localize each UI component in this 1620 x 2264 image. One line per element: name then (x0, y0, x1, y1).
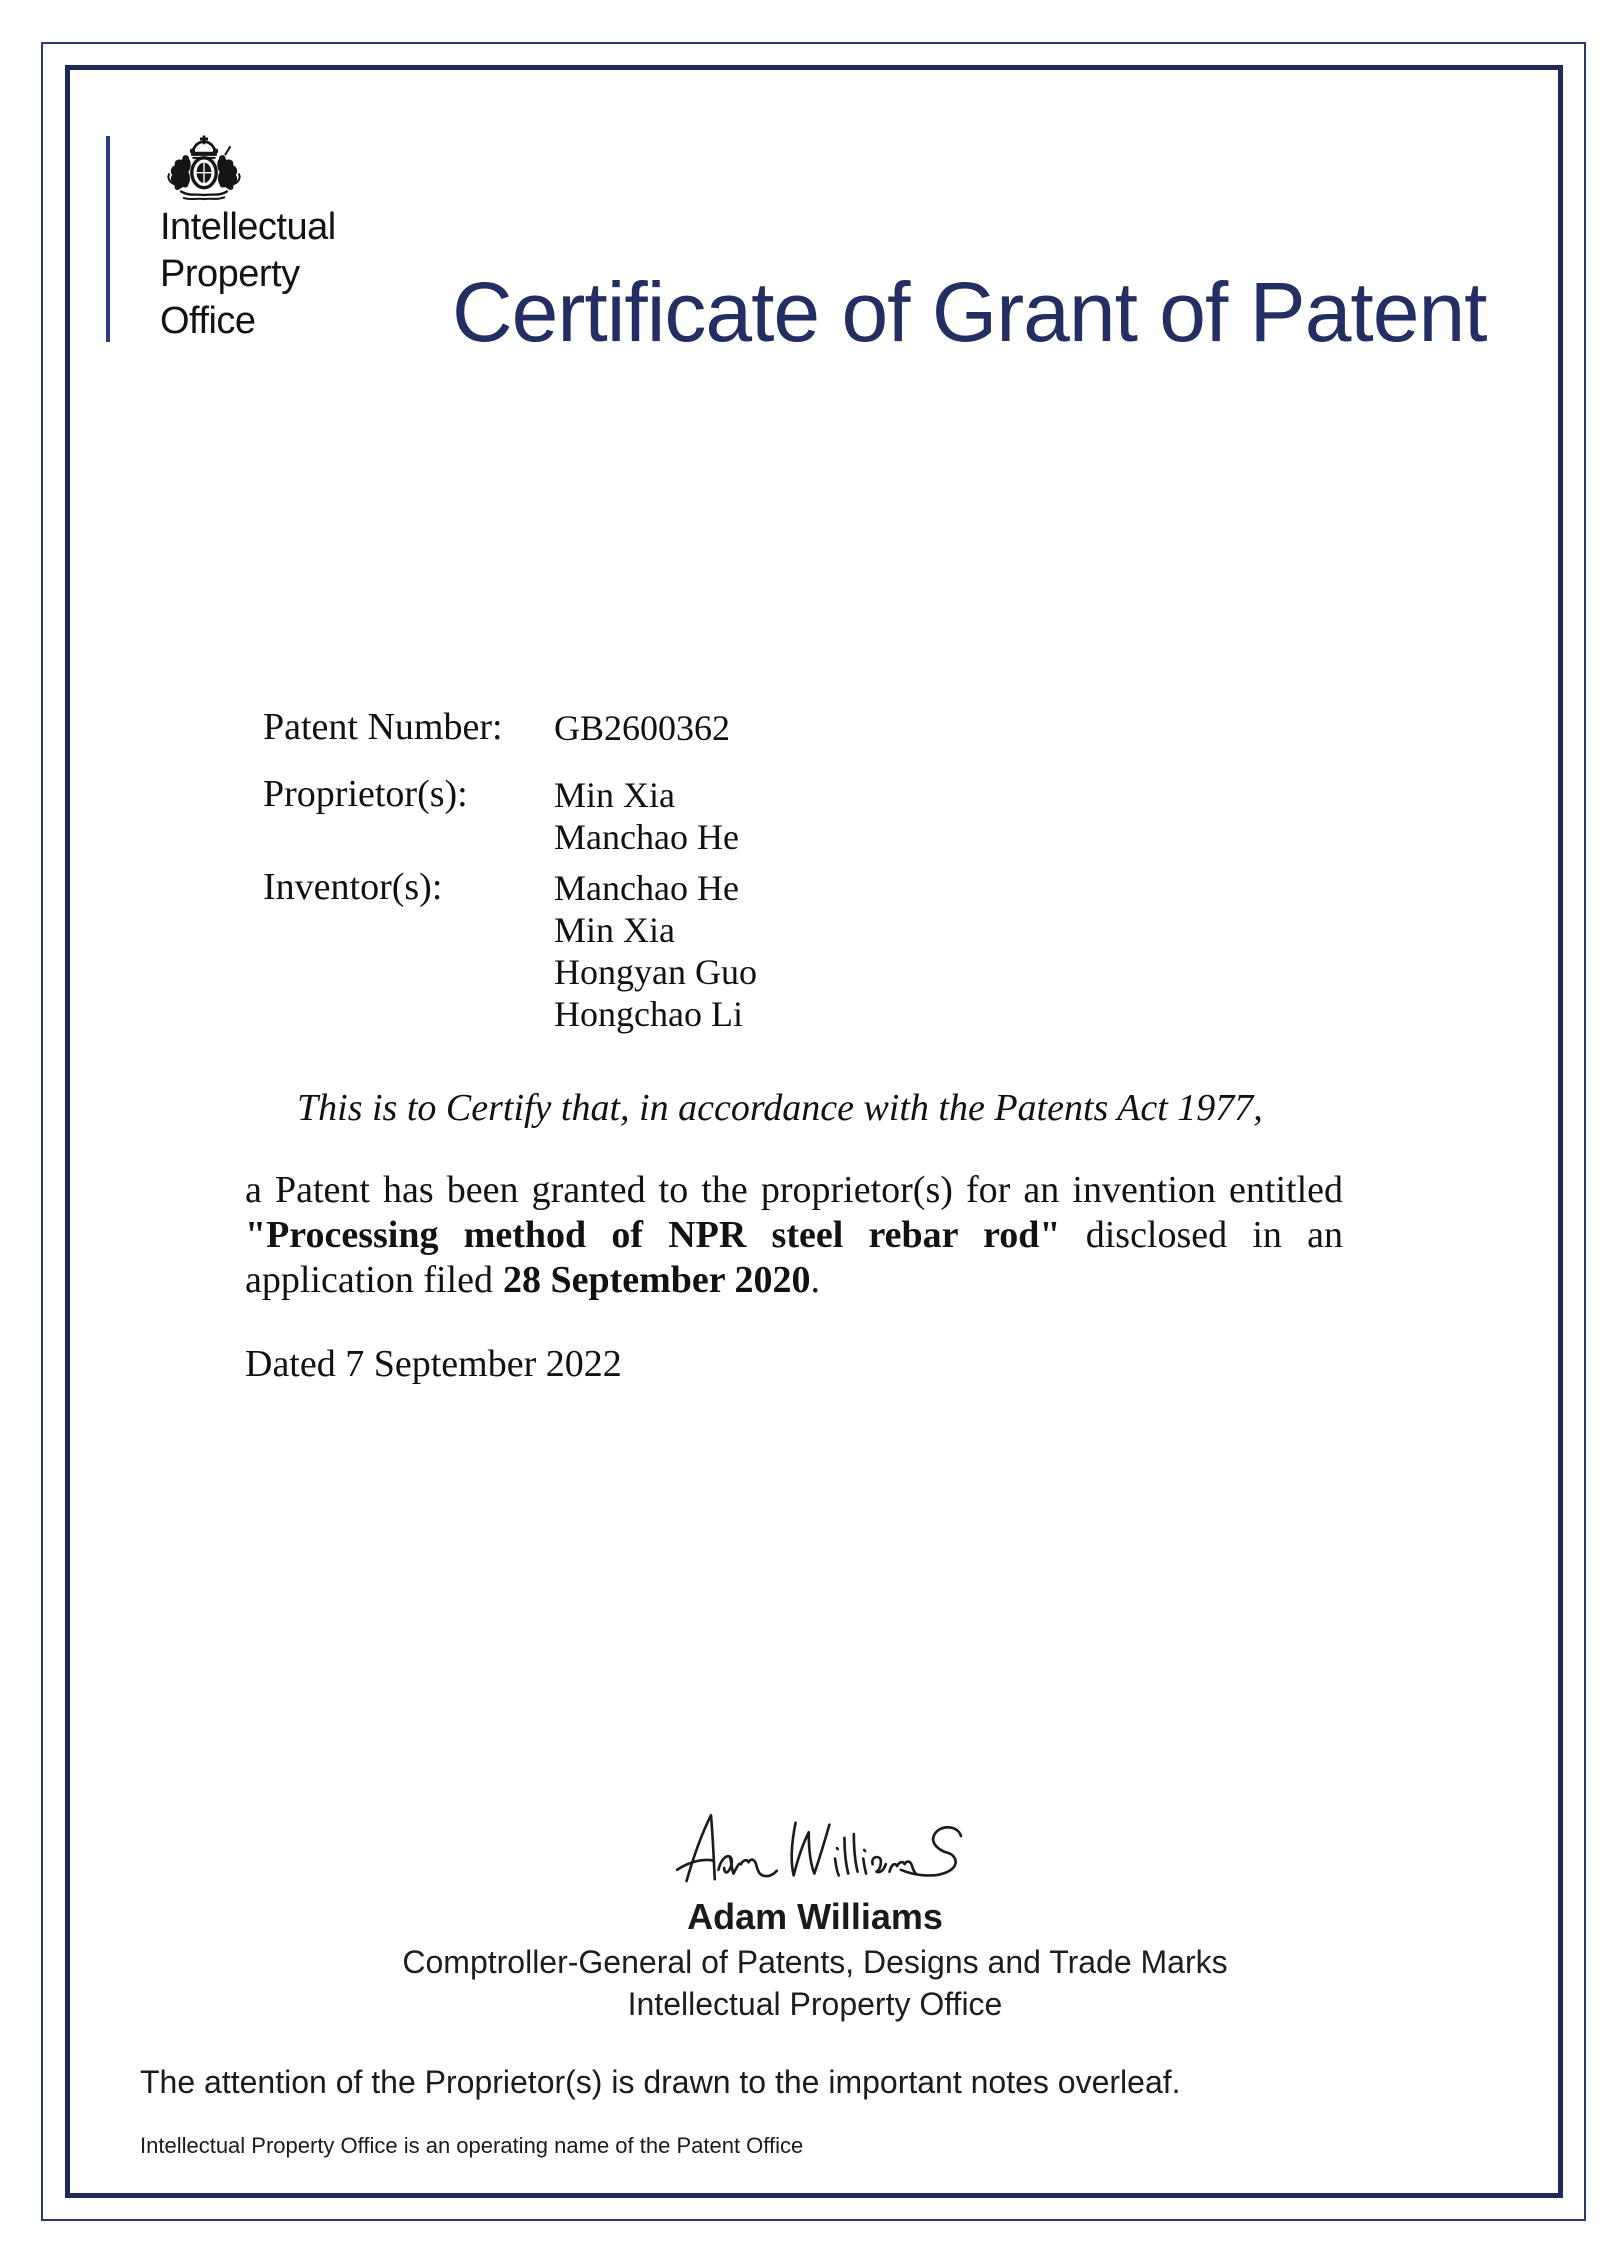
grant-paragraph-line2 (245, 1213, 1343, 1258)
signatory-role: Comptroller-General of Patents, Designs and Trade Marks (402, 1944, 1228, 1980)
logo-line-intellectual: Intellectual (160, 206, 336, 248)
signatory-name: Adam Williams (687, 1896, 943, 1937)
logo-vertical-bar (106, 136, 110, 342)
inventors-label: Inventor(s): (263, 866, 443, 908)
grant-paragraph-line3 (245, 1258, 1343, 1303)
grant-paragraph-line3-post: . (810, 1259, 820, 1301)
grant-paragraph-line1: a Patent has been granted to the proprietor(s) for an invention entitled (245, 1169, 1343, 1211)
certify-statement: This is to Certify that, in accordance with the Patents Act 1977, (297, 1087, 1263, 1129)
invention-title: "Processing method of NPR steel rebar rod" (245, 1214, 1061, 1256)
proprietors-label: Proprietor(s): (263, 773, 468, 815)
dated-line: Dated 7 September 2022 (245, 1343, 622, 1385)
filing-date: 28 September 2020 (502, 1259, 811, 1301)
proprietor-name: Manchao He (554, 817, 739, 857)
grant-paragraph-line3-pre: application filed (245, 1259, 493, 1301)
proprietors-values (554, 774, 739, 858)
patent-number: GB2600362 (554, 708, 731, 748)
logo-wordmark (160, 204, 336, 345)
patent-number-value (554, 707, 730, 749)
inventor-name: Hongchao Li (554, 994, 743, 1034)
signatory-office: Intellectual Property Office (627, 1986, 1003, 2022)
inventor-name: Min Xia (554, 910, 675, 950)
handwritten-signature-icon (660, 1804, 980, 1898)
inventor-name: Hongyan Guo (554, 952, 757, 992)
certificate-title: Certificate of Grant of Patent (452, 265, 1487, 359)
grant-paragraph-line2-rest: disclosed in an (1085, 1214, 1344, 1256)
logo-line-office: Office (160, 300, 256, 342)
patent-number-label: Patent Number: (263, 706, 503, 748)
operating-name-note: Intellectual Property Office is an operating name of the Patent Office (140, 2133, 804, 2158)
proprietor-name: Min Xia (554, 775, 675, 815)
attention-note: The attention of the Proprietor(s) is drawn to the important notes overleaf. (140, 2064, 1181, 2100)
logo-line-property: Property (160, 253, 300, 295)
inventors-values (554, 867, 757, 1035)
inventor-name: Manchao He (554, 868, 739, 908)
grant-paragraph (245, 1168, 1343, 1303)
royal-coat-of-arms-icon (160, 134, 248, 202)
